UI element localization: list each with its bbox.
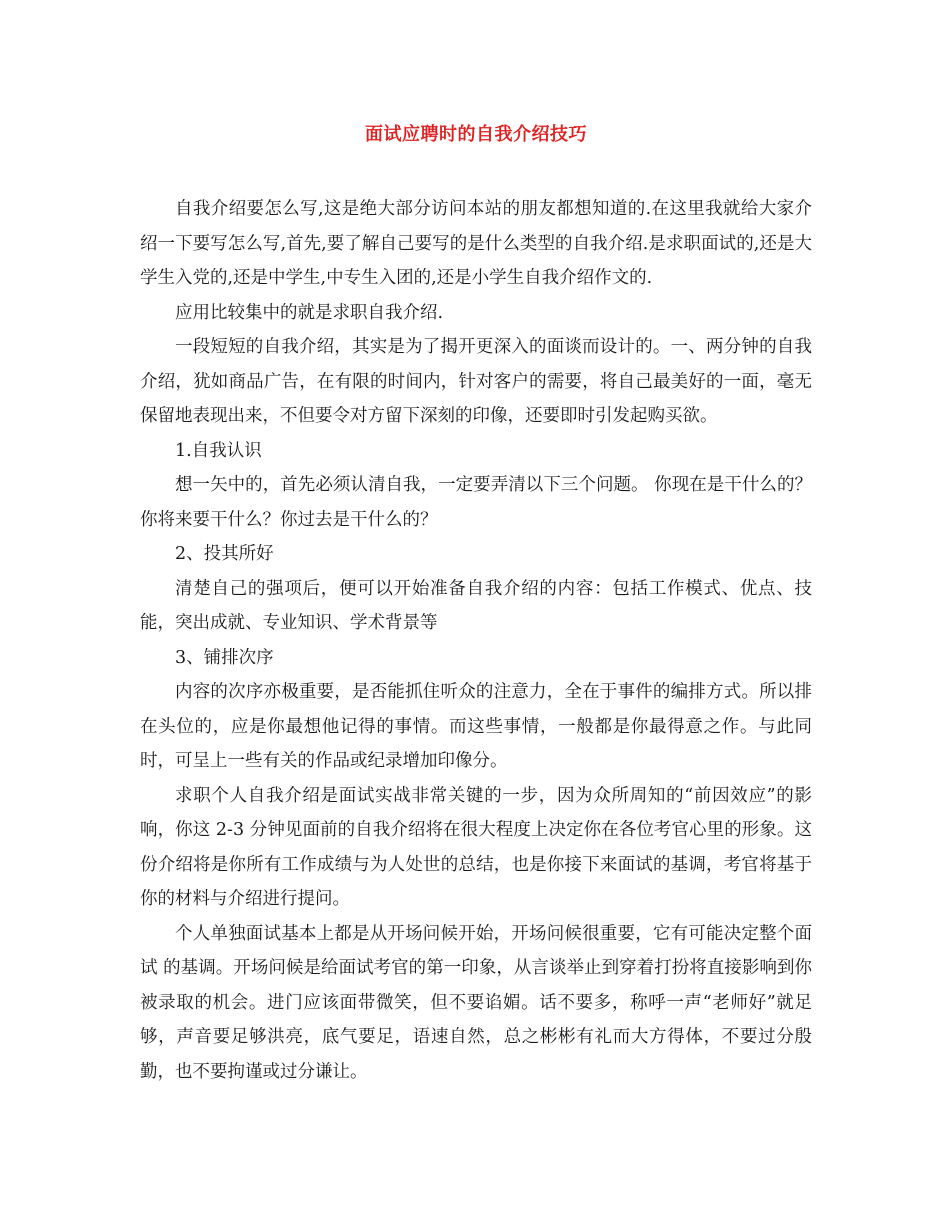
section-heading-cater: 2、投其所好	[175, 544, 274, 564]
document-page	[140, 118, 812, 1089]
section-heading-order: 3、铺排次序	[175, 647, 274, 668]
section-heading-self-awareness: 1.自我认识	[175, 440, 262, 461]
paragraph-self-awareness: 想一矢中的，首先必须认清自我，一定要弄清以下三个问题。 你现在是干什么的？你将来要干什么？你过去是干什么的？	[140, 475, 812, 530]
paragraph-cater: 清楚自己的强项后，便可以开始准备自我介绍的内容：包括工作模式、优点、技能，突出成就、专业知识、学术背景等	[140, 578, 812, 633]
paragraph-greeting: 个人单独面试基本上都是从开场问候开始，开场问候很重要，它有可能决定整个面试 的基调。开场问候是给面试考官的第一印象，从言谈举止到穿着打扮将直接影响到你被录取的机会。进门应该面带微笑，但不要谄媚。话不要多，称呼一声“老师好”就足够，声音要足够洪亮，底气要足，语速自然，总之彬彬有礼而大方得体，不要过分殷勤，也不要拘谨或过分谦让。	[140, 923, 812, 1082]
paragraph-intro: 自我介绍要怎么写,这是绝大部分访问本站的朋友都想知道的.在这里我就给大家介绍一下要写怎么写,首先,要了解自己要写的是什么类型的自我介绍.是求职面试的,还是大学生入党的,还是中学生,中专生入团的,还是小学生自我介绍作文的.	[140, 199, 812, 288]
paragraph-short-intro: 一段短短的自我介绍，其实是为了揭开更深入的面谈而设计的。一、两分钟的自我介绍，犹如商品广告，在有限的时间内，针对客户的需要，将自己最美好的一面，毫无保留地表现出来，不但要令对方留下深刻的印像，还要即时引发起购买欲。	[140, 337, 812, 426]
document-title: 面试应聘时的自我介绍技巧	[365, 124, 587, 145]
paragraph-application: 应用比较集中的就是求职自我介绍.	[175, 302, 444, 323]
paragraph-order: 内容的次序亦极重要，是否能抓住听众的注意力，全在于事件的编排方式。所以排在头位的，应是你最想他记得的事情。而这些事情，一般都是你最得意之作。与此同时，可呈上一些有关的作品或纪录增加印像分。	[140, 682, 812, 771]
paragraph-first-impression: 求职个人自我介绍是面试实战非常关键的一步，因为众所周知的“前因效应”的影响，你这 2-3 分钟见面前的自我介绍将在很大程度上决定你在各位考官心里的形象。这份介绍将是你所有工作成绩与为人处世的总结，也是你接下来面试的基调，考官将基于你的材料与介绍进行提问。	[140, 785, 812, 909]
